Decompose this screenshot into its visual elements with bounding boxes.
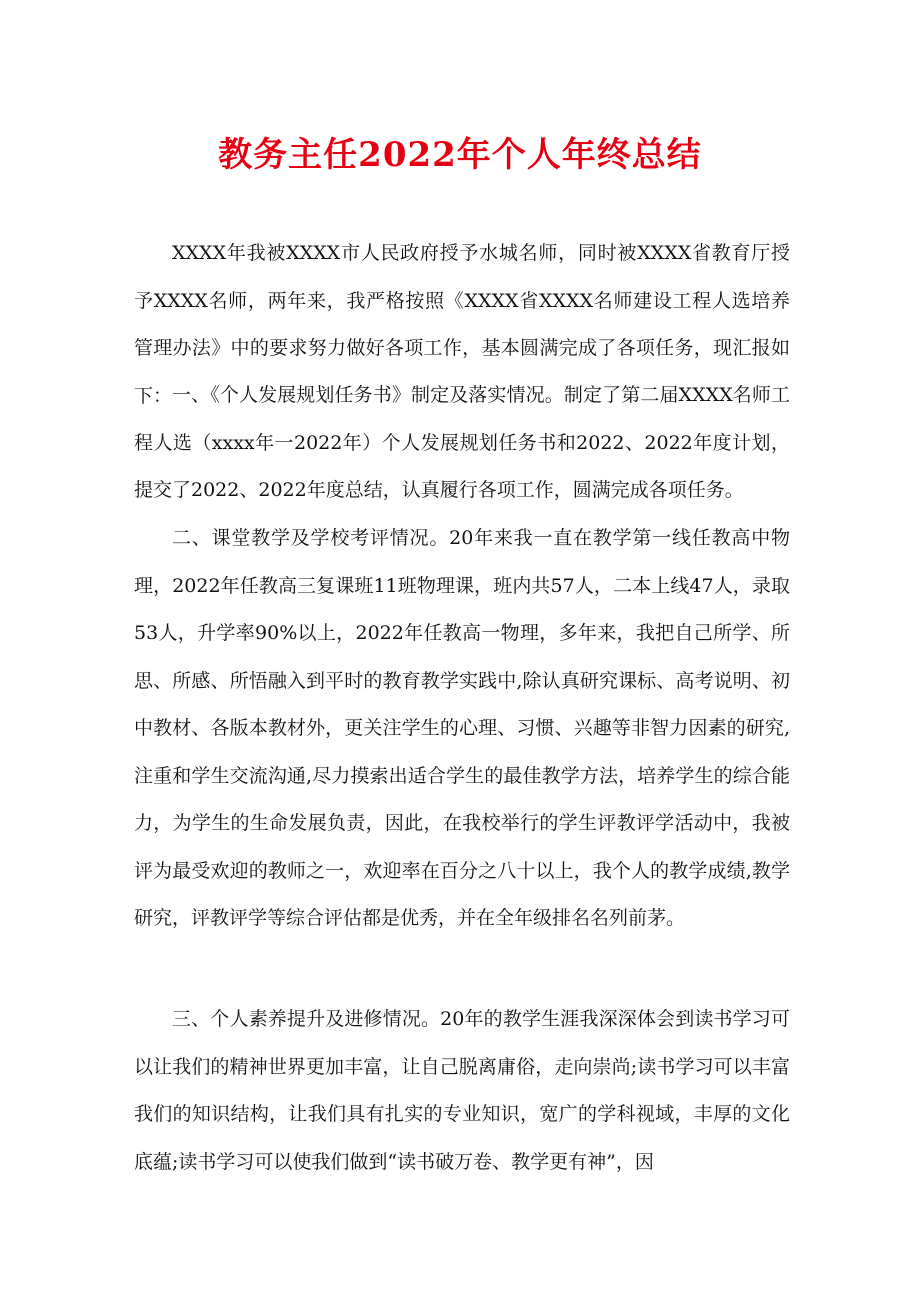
paragraph-section-1 (134, 372, 790, 515)
paragraph-text: XXXX年我被XXXX市人民政府授予水城名师，同时被XXXX省教育厅授予XXXX名师，两年来，我严格按照《XXXX省XXXX名师建设工程人选培养管理办法》中的要求努力做好各项工作，基本圆满完成了各项任务，现汇报如下： (134, 242, 790, 407)
document-title: 教务主任2022年个人年终总结 (218, 135, 702, 175)
paragraph-text: 三、个人素养提升及进修情况。20年的教学生涯我深深体会到读书学习可以让我们的精神世界更加丰富，让自己脱离庸俗，走向崇尚;读书学习可以丰富我们的知识结构，让我们具有扎实的专业知识，宽广的学科视域，丰厚的文化底蕴;读书学习可以使我们做到“读书破万卷、教学更有神”，因 (134, 1008, 790, 1173)
paragraph-text: 一、《个人发展规划任务书》制定及落实情况。制定了第二届XXXX名师工程人选（xxxx年一2022年）个人发展规划任务书和2022、2022年度计划，提交了2022、2022年度总结，认真履行各项工作，圆满完成各项任务。 (134, 384, 790, 501)
paragraph-section-3 (134, 996, 790, 1186)
paragraph-text: 二、课堂教学及学校考评情况。20年来我一直在教学第一线任教高中物理，2022年任教高三复课班11班物理课，班内共57人，二本上线47人，录取53人，升学率90%以上，2022年任教高一物理，多年来，我把自己所学、所思、所感、所悟融入到平时的教育教学实践中,除认真研究课标、高考说明、初中教材、各版本教材外，更关注学生的心理、习惯、兴趣等非智力因素的研究,注重和学生交流沟通,尽力摸索出适合学生的最佳教学方法，培养学生的综合能力，为学生的生命发展负责，因此，在我校举行的学生评教评学活动中，我被评为最受欢迎的教师之一，欢迎率在百分之八十以上，我个人的教学成绩,教学研究，评教评学等综合评估都是优秀，并在全年级排名名列前茅。 (134, 527, 790, 929)
paragraph-section-2 (134, 515, 790, 943)
